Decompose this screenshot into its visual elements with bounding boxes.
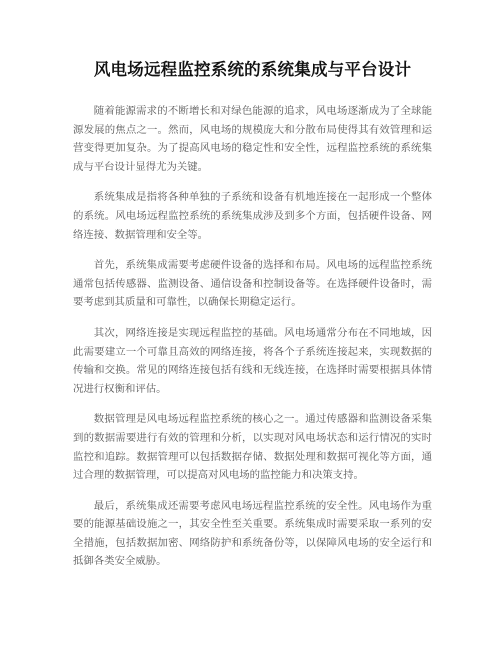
paragraph-network: 其次，网络连接是实现远程监控的基础。风电场通常分布在不同地域，因此需要建立一个可靠且高效的网络连接，将各个子系统连接起来，实现数据的传输和交换。常见的网络连接包括有线和无线连接，在选择时需要根据具体情况进行权衡和评估。 [73,326,432,395]
paragraph-system-integration: 系统集成是指将各种单独的子系统和设备有机地连接在一起形成一个整体的系统。风电场远程监控系统的系统集成涉及到多个方面，包括硬件设备、网络连接、数据管理和安全等。 [73,191,432,241]
paragraph-security: 最后，系统集成还需要考虑风电场远程监控系统的安全性。风电场作为重要的能源基础设施之一，其安全性至关重要。系统集成时需要采取一系列的安全措施，包括数据加密、网络防护和系统备份等，以保障风电场的安全运行和抵御各类安全威胁。 [73,499,432,568]
paragraph-hardware: 首先，系统集成需要考虑硬件设备的选择和布局。风电场的远程监控系统通常包括传感器、监测设备、通信设备和控制设备等。在选择硬件设备时，需要考虑到其质量和可靠性，以确保长期稳定运行。 [73,259,432,309]
paragraph-intro: 随着能源需求的不断增长和对绿色能源的追求，风电场逐渐成为了全球能源发展的焦点之一。然而，风电场的规模庞大和分散布局使得其有效管理和运营变得更加复杂。为了提高风电场的稳定性和安全性，远程监控系统的系统集成与平台设计显得尤为关键。 [73,105,432,173]
document-title: 风电场远程监控系统的系统集成与平台设计 [93,60,412,79]
paragraph-data-management: 数据管理是风电场远程监控系统的核心之一。通过传感器和监测设备采集到的数据需要进行有效的管理和分析，以实现对风电场状态和运行情况的实时监控和追踪。数据管理可以包括数据存储、数据处理和数据可视化等方面，通过合理的数据管理，可以提高对风电场的监控能力和决策支持。 [73,413,432,482]
